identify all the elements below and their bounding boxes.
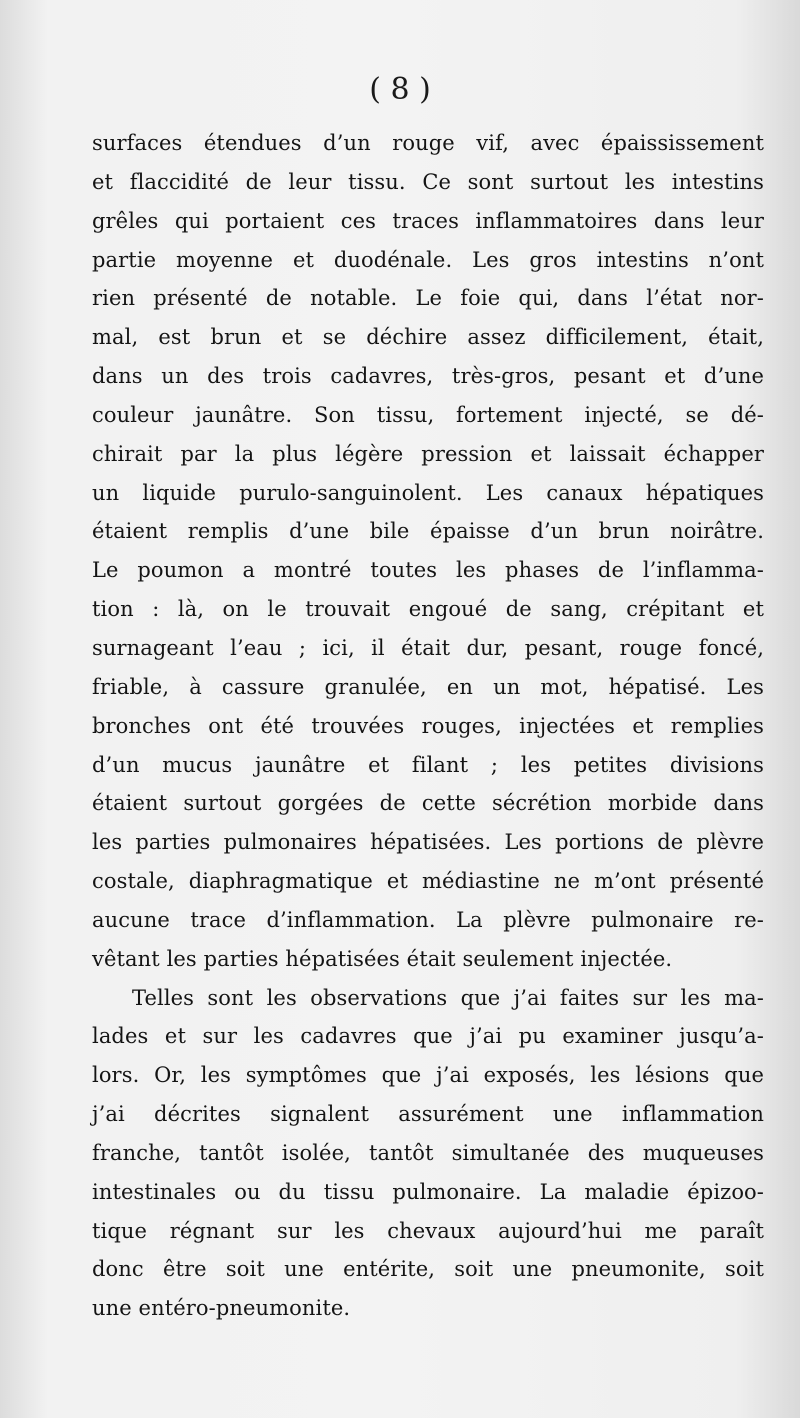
text-line: dans un des trois cadavres, très-gros, pesant et d’une [92,364,764,389]
paragraph-1 [92,124,764,979]
text-line: grêles qui portaient ces traces inflammatoires dans leur [92,208,764,233]
page-number: ( 8 ) [369,72,431,107]
text-line: d’un mucus jaunâtre et filant ; les petites divisions [92,752,764,777]
text-line: lors. Or, les symptômes que j’ai exposés, les lésions que [92,1063,764,1088]
text-line: Le poumon a montré toutes les phases de l’inflamma- [92,558,764,583]
text-line: costale, diaphragmatique et médiastine ne m’ont présenté [92,869,764,894]
text-line: étaient remplis d’une bile épaisse d’un brun noirâtre. [92,519,764,544]
text-line: bronches ont été trouvées rouges, injectées et remplies [92,713,764,738]
text-line: tion : là, on le trouvait engoué de sang, crépitant et [92,597,764,622]
text-line: partie moyenne et duodénale. Les gros intestins n’ont [92,247,764,272]
text-line: aucune trace d’inflammation. La plèvre pulmonaire re- [92,907,764,932]
text-line: rien présenté de notable. Le foie qui, dans l’état nor- [92,286,764,311]
text-line: j’ai décrites signalent assurément une inflammation [92,1102,764,1127]
text-line: vêtant les parties hépatisées était seulement injectée. [92,946,673,971]
text-line: surfaces étendues d’un rouge vif, avec épaississement [92,131,764,155]
paragraph-2 [92,979,764,1329]
text-line: mal, est brun et se déchire assez difficilement, était, [92,325,764,350]
text-line: chirait par la plus légère pression et laissait échapper [92,441,764,466]
text-line: franche, tantôt isolée, tantôt simultanée des muqueuses [92,1140,764,1165]
text-line: tique régnant sur les chevaux aujourd’hui me paraît [92,1218,764,1243]
text-line: et flaccidité de leur tissu. Ce sont surtout les intestins [92,169,764,194]
text-line: couleur jaunâtre. Son tissu, fortement injecté, se dé- [92,402,764,427]
page-text [92,124,764,1328]
text-line: étaient surtout gorgées de cette sécrétion morbide dans [92,791,764,816]
text-line: un liquide purulo-sanguinolent. Les canaux hépatiques [92,480,764,505]
text-line: Telles sont les observations que j’ai faites sur les ma- [132,985,764,1010]
text-line: lades et sur les cadavres que j’ai pu examiner jusqu’a- [92,1024,764,1049]
text-line: les parties pulmonaires hépatisées. Les portions de plèvre [92,830,764,855]
text-line: donc être soit une entérite, soit une pneumonite, soit [92,1257,764,1282]
text-line: surnageant l’eau ; ici, il était dur, pesant, rouge foncé, [92,635,764,660]
text-line: intestinales ou du tissu pulmonaire. La maladie épizoo- [92,1179,764,1204]
text-line: une entéro-pneumonite. [92,1296,351,1321]
text-line: friable, à cassure granulée, en un mot, hépatisé. Les [92,674,764,699]
